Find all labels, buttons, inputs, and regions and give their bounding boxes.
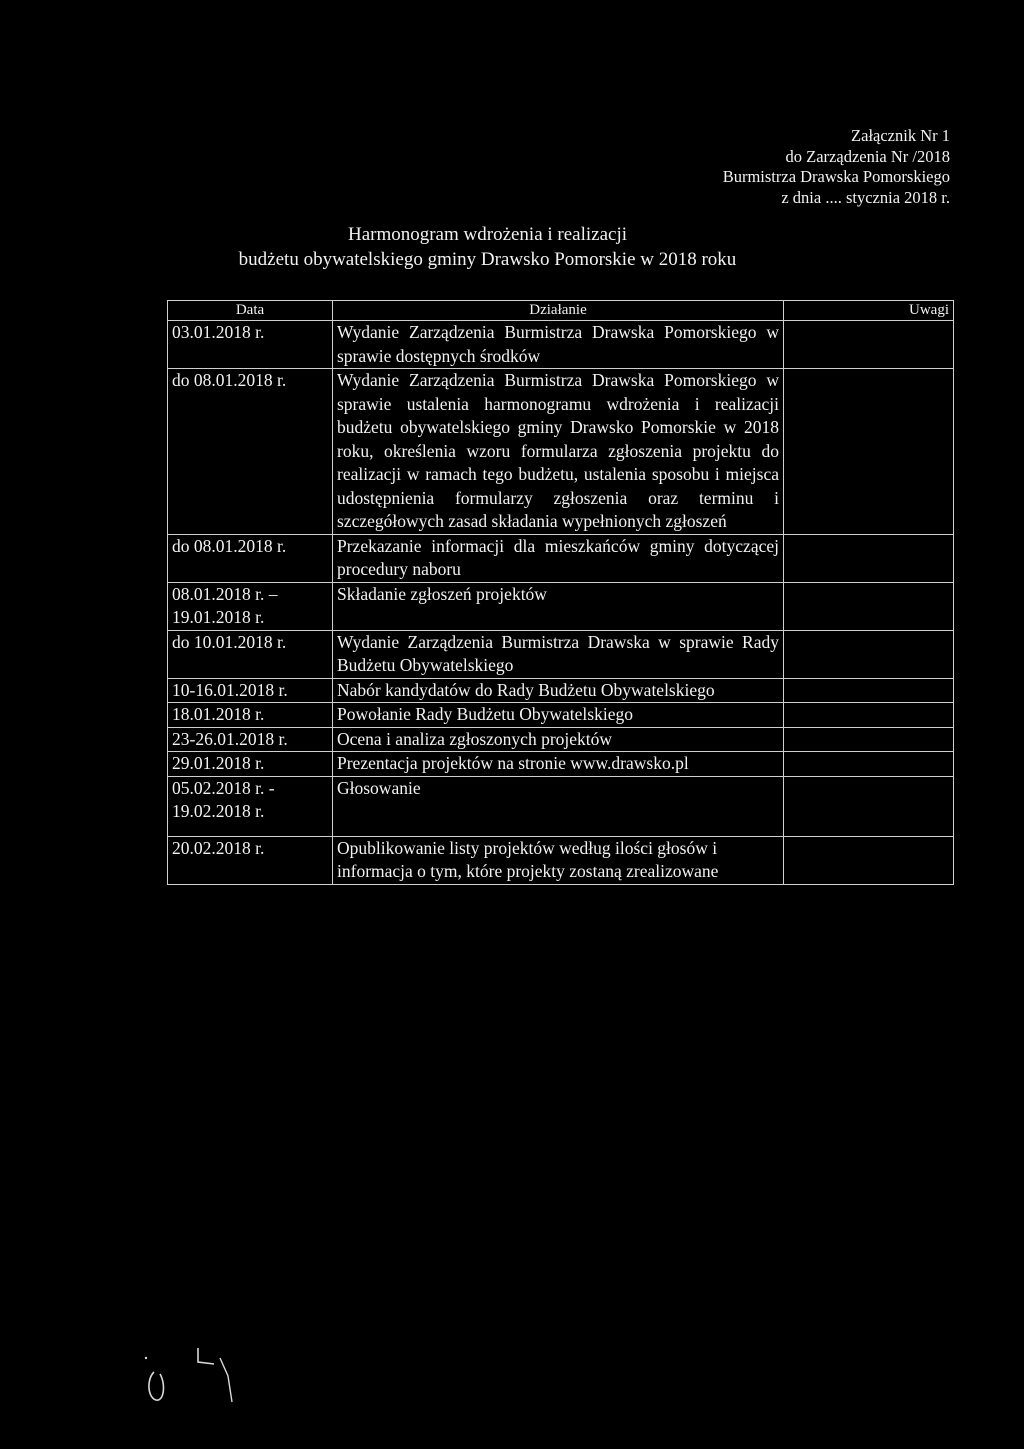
table-row	[168, 776, 954, 836]
attachment-line: do Zarządzenia Nr /2018	[785, 146, 950, 166]
row-notes	[784, 582, 954, 630]
row-action: Opublikowanie listy projektów według ilości głosów i informacja o tym, które projekty zostaną zrealizowane	[333, 836, 784, 884]
title-line-1: Harmonogram wdrożenia i realizacji	[347, 224, 628, 245]
row-notes	[784, 752, 954, 777]
row-action: Ocena i analiza zgłoszonych projektów	[333, 727, 784, 752]
column-header-action: Działanie	[333, 301, 784, 321]
table-row	[168, 369, 954, 535]
row-date: 18.01.2018 r.	[168, 703, 333, 728]
table-row	[168, 727, 954, 752]
row-date: 20.02.2018 r.	[168, 836, 333, 884]
attachment-line: Burmistrza Drawska Pomorskiego	[722, 167, 950, 186]
row-action: Wydanie Zarządzenia Burmistrza Drawska w sprawie Rady Budżetu Obywatelskiego	[333, 630, 784, 678]
attachment-header	[650, 126, 950, 208]
table-row	[168, 630, 954, 678]
row-action: Wydanie Zarządzenia Burmistrza Drawska Pomorskiego w sprawie ustalenia harmonogramu wdrożenia i realizacji budżetu obywatelskiego gminy Drawsko Pomorskie w 2018 roku, określenia wzoru formularza zgłoszenia projektu do realizacji w ramach tego budżetu, ustalenia sposobu i miejsca udostępnienia formularzy zgłoszenia oraz terminu i szczegółowych zasad składania wypełnionych zgłoszeń	[333, 369, 784, 535]
row-notes	[784, 630, 954, 678]
column-header-notes: Uwagi	[784, 301, 954, 321]
table-row	[168, 534, 954, 582]
row-date: 23-26.01.2018 r.	[168, 727, 333, 752]
row-date: do 10.01.2018 r.	[168, 630, 333, 678]
row-date: 05.02.2018 r. - 19.02.2018 r.	[168, 776, 333, 836]
row-date: do 08.01.2018 r.	[168, 534, 333, 582]
row-notes	[784, 678, 954, 703]
row-action: Nabór kandydatów do Rady Budżetu Obywatelskiego	[333, 678, 784, 703]
row-notes	[784, 727, 954, 752]
schedule-table	[167, 300, 954, 885]
table-row	[168, 678, 954, 703]
row-action: Głosowanie	[333, 776, 784, 836]
table-row	[168, 321, 954, 369]
row-date: 29.01.2018 r.	[168, 752, 333, 777]
row-notes	[784, 703, 954, 728]
handwritten-mark-icon	[140, 1340, 250, 1410]
row-date: 08.01.2018 r. – 19.01.2018 r.	[168, 582, 333, 630]
row-action: Powołanie Rady Budżetu Obywatelskiego	[333, 703, 784, 728]
table-row	[168, 752, 954, 777]
table-row	[168, 703, 954, 728]
attachment-line: z dnia .... stycznia 2018 r.	[781, 187, 950, 207]
row-action: Składanie zgłoszeń projektów	[333, 582, 784, 630]
row-action: Wydanie Zarządzenia Burmistrza Drawska Pomorskiego w sprawie dostępnych środków	[333, 321, 784, 369]
row-notes	[784, 836, 954, 884]
table-row	[168, 582, 954, 630]
row-action: Przekazanie informacji dla mieszkańców gminy dotyczącej procedury naboru	[333, 534, 784, 582]
title-line-2: budżetu obywatelskiego gminy Drawsko Pomorskie w 2018 roku	[238, 249, 737, 270]
attachment-line: Załącznik Nr 1	[851, 126, 950, 145]
row-date: do 08.01.2018 r.	[168, 369, 333, 535]
table-header-row	[168, 301, 954, 321]
row-notes	[784, 534, 954, 582]
row-notes	[784, 776, 954, 836]
table-row	[168, 836, 954, 884]
row-date: 03.01.2018 r.	[168, 321, 333, 369]
row-date: 10-16.01.2018 r.	[168, 678, 333, 703]
document-title	[170, 222, 970, 272]
column-header-date: Data	[168, 301, 333, 321]
row-notes	[784, 321, 954, 369]
row-action: Prezentacja projektów na stronie www.drawsko.pl	[333, 752, 784, 777]
row-notes	[784, 369, 954, 535]
